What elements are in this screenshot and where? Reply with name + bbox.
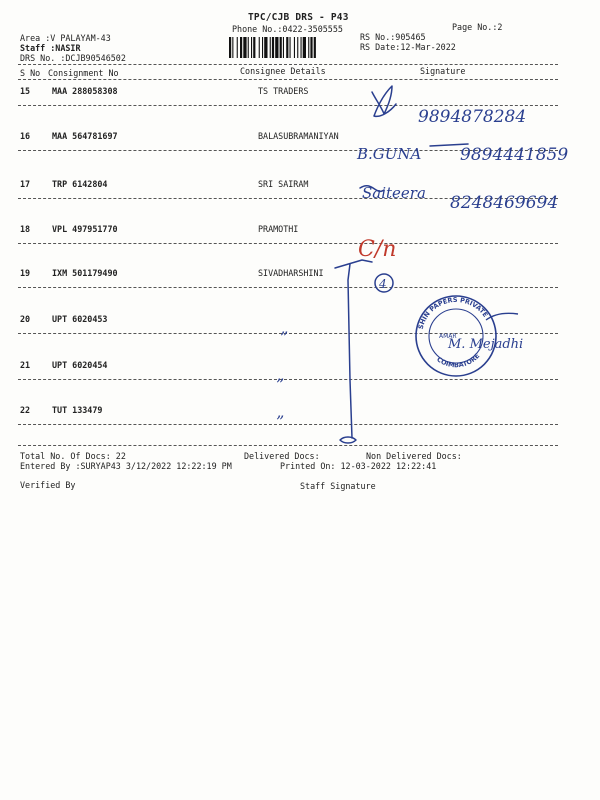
handwritten-phone-17: 8248469694 [450, 193, 559, 213]
area-label: Area :V PALAYAM-43 [20, 33, 111, 43]
stamp-text-bottom: COIMBATORE [435, 351, 482, 370]
drs-number: DRS No. :DCJB90546502 [20, 53, 126, 63]
row-consignee: PRAMOTHI [258, 224, 299, 234]
company-stamp [412, 292, 530, 382]
delivered-docs: Delivered Docs: [244, 451, 320, 461]
printed-on: Printed On: 12-03-2022 12:22:41 [280, 461, 437, 471]
bracket-end [340, 437, 356, 443]
rs-number: RS No.:905465 [360, 32, 426, 42]
ditto-21: ” [276, 375, 285, 394]
signature-15 [372, 86, 396, 116]
row-consignee: TS TRADERS [258, 86, 309, 96]
bracket-line [348, 264, 352, 438]
page-number: Page No.:2 [452, 22, 503, 32]
bracket-top [335, 260, 372, 268]
row-consignee: SIVADHARSHINI [258, 268, 324, 278]
handwritten-phone-16: 9894441859 [460, 145, 569, 165]
stamp-signature: M. Mejadhi [448, 337, 524, 352]
row-consignment: IXM 501179490 [52, 268, 118, 278]
row-sno: 22 [20, 405, 31, 415]
row-sno: 18 [20, 224, 31, 234]
stamp-text-side: AMAR [439, 333, 457, 340]
staff-signature: Staff Signature [300, 481, 376, 491]
col-consignee: Consignee Details [240, 66, 326, 76]
handwritten-phone-15: 9894878284 [418, 107, 527, 127]
col-signature: Signature [420, 66, 466, 76]
handwritten-name-16: B.GUNA [357, 145, 422, 163]
divider [18, 445, 558, 446]
handwritten-cln: C/n [358, 237, 397, 262]
handwritten-sig-17: Saiteera [362, 184, 426, 202]
row-sno: 19 [20, 268, 31, 278]
row-sno: 16 [20, 131, 31, 141]
handwritten-circled-4: 4 [379, 277, 387, 291]
phone-number: Phone No.:0422-3505555 [232, 24, 343, 34]
non-delivered-docs: Non Delivered Docs: [366, 451, 462, 461]
total-docs: Total No. Of Docs: 22 [20, 451, 126, 461]
row-consignment: MAA 564781697 [52, 131, 118, 141]
row-consignment: TRP 6142804 [52, 179, 108, 189]
staff-label: Staff :NASIR [20, 43, 81, 53]
row-sno: 15 [20, 86, 31, 96]
row-sno: 17 [20, 179, 31, 189]
ditto-20: ” [280, 328, 289, 347]
row-sno: 20 [20, 314, 31, 324]
stamp-text-top: SHIN PAPERS PRIVATE [416, 295, 490, 331]
col-sno: S No [20, 68, 41, 78]
entered-by: Entered By :SURYAP43 3/12/2022 12:22:19 PM [20, 461, 232, 471]
row-consignee: SRI SAIRAM [258, 179, 309, 189]
drs-title: TPC/CJB DRS - P43 [248, 12, 349, 23]
row-sno: 21 [20, 360, 31, 370]
stamp-signature-tail [486, 313, 518, 320]
row-consignment: UPT 6020454 [52, 360, 108, 370]
verified-by: Verified By [20, 480, 76, 490]
ditto-22: ” [276, 412, 285, 431]
row-consignment: VPL 497951770 [52, 224, 118, 234]
row-consignment: MAA 288058308 [52, 86, 118, 96]
row-consignment: UPT 6020453 [52, 314, 108, 324]
col-consignment: Consignment No [48, 68, 119, 78]
rs-date: RS Date:12-Mar-2022 [360, 42, 456, 52]
row-consignment: TUT 133479 [52, 405, 103, 415]
row-consignee: BALASUBRAMANIYAN [258, 131, 339, 141]
